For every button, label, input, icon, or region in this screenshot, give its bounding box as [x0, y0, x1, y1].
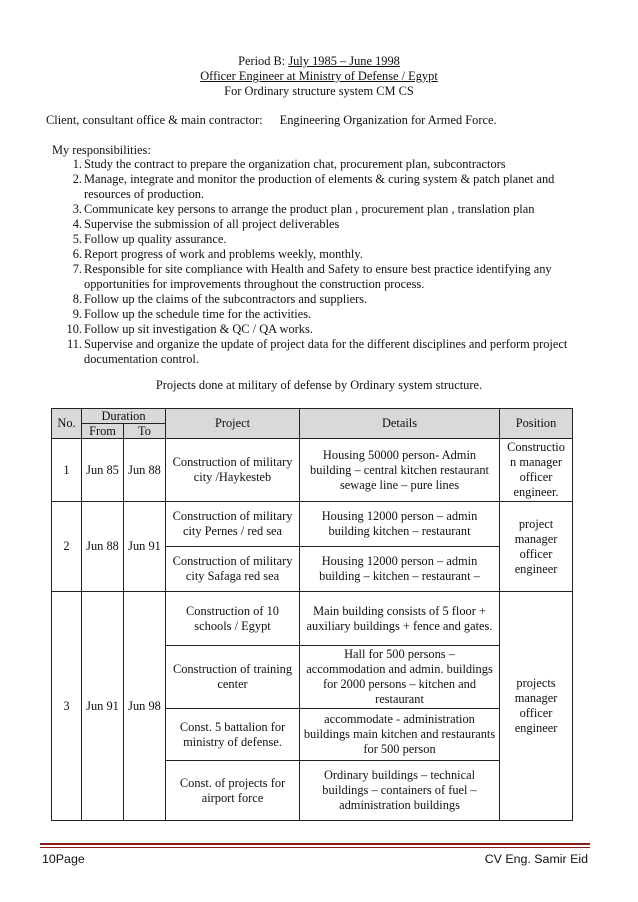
cell-from: Jun 85: [82, 439, 124, 502]
cell-project: Construction of 10 schools / Egypt: [166, 592, 300, 646]
cell-details: Housing 12000 person – admin building kitchen – restaurant: [300, 502, 500, 547]
cell-project: Construction of training center: [166, 646, 300, 709]
cell-project: Construction of military city /Haykesteb: [166, 439, 300, 502]
cell-details: Housing 50000 person- Admin building – central kitchen restaurant sewage line – pure lines: [300, 439, 500, 502]
system-line: For Ordinary structure system CM CS: [224, 84, 414, 98]
cell-position: Constructio n manager officer engineer.: [500, 439, 573, 502]
document-header: [0, 54, 638, 99]
cell-from: Jun 88: [82, 502, 124, 592]
list-item: 9. Follow up the schedule time for the activities.: [72, 307, 312, 321]
cell-project: Const. 5 battalion for ministry of defense.: [166, 709, 300, 761]
cell-details: Ordinary buildings – technical buildings – containers of fuel – administration buildings: [300, 761, 500, 821]
cell-details: Hall for 500 persons – accommodation and admin. buildings for 2000 persons – kitchen and restaurant: [300, 646, 500, 709]
table-row: [52, 502, 573, 547]
header-from: From: [82, 424, 124, 439]
cell-project: Construction of military city Safaga red sea: [166, 547, 300, 592]
period-value: July 1985 – June 1998: [288, 54, 400, 68]
projects-heading: Projects done at military of defense by Ordinary system structure.: [155, 378, 483, 392]
list-item: 1. Study the contract to prepare the organization chat, procurement plan, subcontractors: [72, 157, 506, 171]
header-duration: Duration: [82, 409, 166, 424]
cell-project: Construction of military city Pernes / red sea: [166, 502, 300, 547]
page-number: 10Page: [42, 852, 85, 866]
list-item: 10. Follow up sit investigation & QC / QA works.: [66, 322, 313, 336]
cell-from: Jun 91: [82, 592, 124, 821]
client-line: [46, 113, 497, 128]
list-item: 5. Follow up quality assurance.: [72, 232, 227, 246]
list-item: 6. Report progress of work and problems weekly, monthly.: [72, 247, 363, 261]
cell-details: Main building consists of 5 floor + auxiliary buildings + fence and gates.: [300, 592, 500, 646]
list-item: 3. Communicate key persons to arrange the product plan , procurement plan , translation plan: [72, 202, 535, 216]
cell-position: projects manager officer engineer: [500, 592, 573, 821]
responsibilities-list: [66, 157, 589, 367]
period-label: Period B:: [238, 54, 286, 68]
header-to: To: [124, 424, 166, 439]
client-value: Engineering Organization for Armed Force.: [279, 113, 497, 127]
projects-table: [51, 408, 573, 821]
cell-details: Housing 12000 person – admin building – kitchen – restaurant –: [300, 547, 500, 592]
cell-no: 1: [52, 439, 82, 502]
footer-divider-thin: [40, 847, 590, 848]
period-line: [0, 54, 638, 69]
list-item: 4. Supervise the submission of all project deliverables: [72, 217, 340, 231]
client-label: Client, consultant office & main contractor:: [46, 113, 263, 127]
cell-to: Jun 98: [124, 592, 166, 821]
table-row: [52, 439, 573, 502]
table-row: [52, 592, 573, 646]
cell-no: 2: [52, 502, 82, 592]
list-item: 11. Supervise and organize the update of project data for the different disciplines and perform project documentation control.: [66, 337, 568, 366]
cell-to: Jun 88: [124, 439, 166, 502]
position-line: Officer Engineer at Ministry of Defense / Egypt: [200, 69, 438, 83]
cell-no: 3: [52, 592, 82, 821]
responsibilities-title: My responsibilities:: [52, 143, 151, 157]
list-item: 8. Follow up the claims of the subcontractors and suppliers.: [72, 292, 368, 306]
cell-project: Const. of projects for airport force: [166, 761, 300, 821]
list-item: 7. Responsible for site compliance with Health and Safety to ensure best practice identifying any opportunities for improvements throughout the construction process.: [72, 262, 552, 291]
footer-author: CV Eng. Samir Eid: [484, 852, 588, 866]
list-item: 2. Manage, integrate and monitor the production of elements & curing system & patch planet and resources of production.: [72, 172, 555, 201]
header-details: Details: [300, 409, 500, 439]
header-no: No.: [52, 409, 82, 439]
cell-position: project manager officer engineer: [500, 502, 573, 592]
header-project: Project: [166, 409, 300, 439]
footer-divider: [40, 843, 590, 845]
cell-to: Jun 91: [124, 502, 166, 592]
header-position: Position: [500, 409, 573, 439]
cell-details: accommodate - administration buildings main kitchen and restaurants for 500 person: [300, 709, 500, 761]
